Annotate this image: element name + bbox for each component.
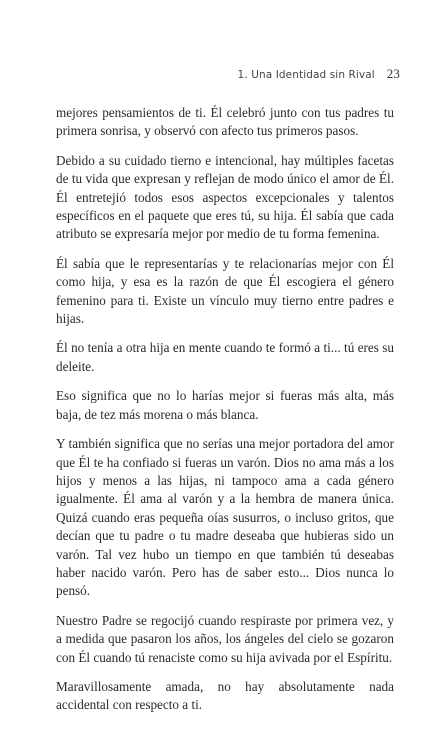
- paragraph: Eso significa que no lo harías mejor si fueras más alta, más baja, de tez más morena o más blanca.: [56, 388, 394, 422]
- page-number: 23: [386, 66, 400, 81]
- chapter-title: 1. Una Identidad sin Rival: [237, 69, 375, 81]
- running-header: [238, 66, 400, 82]
- paragraph: Debido a su cuidado tierno e intencional, hay múltiples facetas de tu vida que expresan y reflejan de modo único el amor de Él. Él entretejió todos esos aspectos excepcionales y talentos específicos en el paquete que eres tú, su hija. Él sabía que cada atributo se expresaría mejor por medio de tu forma femenina.: [56, 152, 394, 242]
- paragraph: Maravillosamente amada, no hay absolutamente nada accidental con respecto a ti.: [56, 678, 394, 713]
- paragraph: Y también significa que no serías una mejor portadora del amor que Él te ha confiado si fueras un varón. Dios no ama más a los hijos y menos a las hijas, ni tampoco ama a cada género igualmente. Él ama al varón y a la hembra de manera única. Quizá cuando eras pequeña oías susurros, o incluso gritos, que decían que tu padre o tu madre deseaba que hubieras sido un varón. Tal vez hubo un tiempo en que también tú deseabas haber nacido varón. Pero has de saber esto... Dios nunca lo pensó.: [56, 436, 394, 599]
- paragraph: Él sabía que le representarías y te relacionarías mejor con Él como hija, y esa es la razón de que Él escogiera el género femenino para ti. Existe un vínculo muy tierno entre padres e hijas.: [56, 255, 394, 327]
- paragraph: mejores pensamientos de ti. Él celebró junto con tus padres tu primera sonrisa, y observó con afecto tus primeros pasos.: [56, 105, 394, 139]
- paragraph: Nuestro Padre se regocijó cuando respiraste por primera vez, y a medida que pasaron los años, los ángeles del cielo se gozaron con Él cuando tú renaciste como su hija avivada por el Espíritu.: [56, 612, 394, 665]
- body-text: [56, 104, 394, 726]
- paragraph: Él no tenía a otra hija en mente cuando te formó a ti... tú eres su deleite.: [56, 340, 394, 374]
